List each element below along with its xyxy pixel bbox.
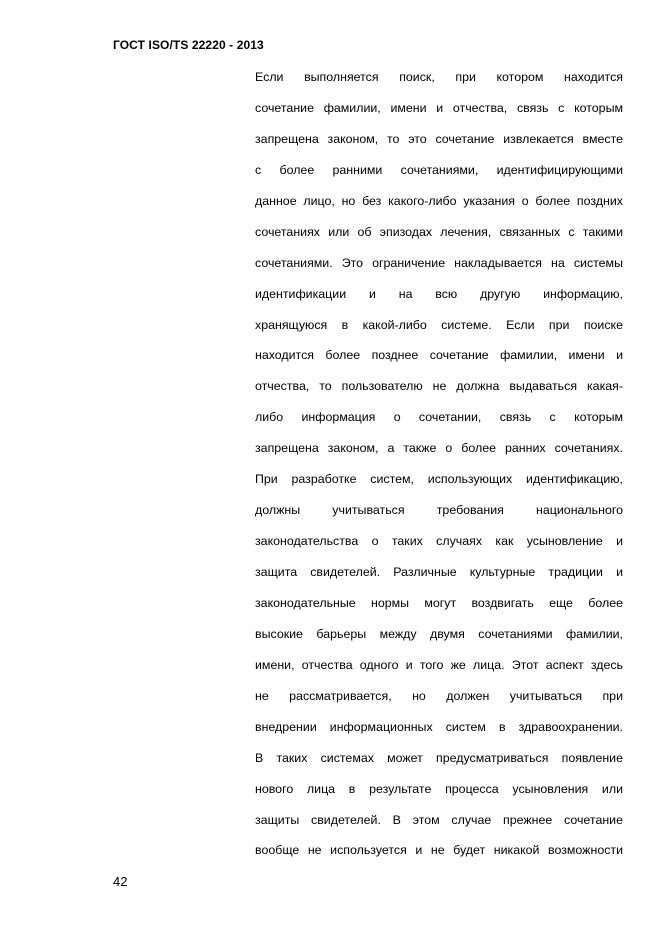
- text-line: законодательные нормы могут воздвигать еще более: [255, 595, 623, 610]
- text-line: не рассматривается, но должен учитываться при: [255, 688, 623, 703]
- text-line: В таких системах может предусматриваться появление: [255, 750, 623, 765]
- text-line: хранящуюся в какой-либо системе. Если при поиске: [255, 317, 623, 332]
- text-line: вообще не используется и не будет никакой возможности: [255, 843, 623, 858]
- text-line: защиты свидетелей. В этом случае прежнее сочетание: [255, 812, 623, 827]
- text-line: законодательства о таких случаях как усыновление и: [255, 534, 623, 549]
- text-line: с более ранними сочетаниями, идентифицирующими: [255, 162, 623, 177]
- text-line: внедрении информационных систем в здравоохранении.: [255, 719, 623, 734]
- text-line: нового лица в результате процесса усыновления или: [255, 781, 623, 796]
- text-line: При разработке систем, использующих идентификацию,: [255, 472, 623, 487]
- text-line: отчества, то пользователю не должна выдаваться какая-: [255, 379, 623, 394]
- text-line: сочетание фамилии, имени и отчества, связь с которым: [255, 100, 623, 115]
- text-line: запрещена законом, а также о более ранних сочетаниях.: [255, 441, 623, 456]
- text-line: высокие барьеры между двумя сочетаниями фамилии,: [255, 626, 623, 641]
- text-line: находится более позднее сочетание фамилии, имени и: [255, 348, 623, 363]
- text-line: идентификации и на всю другую информацию,: [255, 286, 623, 301]
- text-line: либо информация о сочетании, связь с которым: [255, 410, 623, 425]
- text-line: Если выполняется поиск, при котором находится: [255, 70, 623, 84]
- text-line: сочетаниях или об эпизодах лечения, связанных с такими: [255, 224, 623, 239]
- text-line: данное лицо, но без какого-либо указания о более поздних: [255, 193, 623, 208]
- text-line: запрещена законом, то это сочетание извлекается вместе: [255, 131, 623, 146]
- text-line: должны учитываться требования национального: [255, 503, 623, 518]
- body-text: [255, 68, 623, 872]
- text-line: защита свидетелей. Различные культурные традиции и: [255, 565, 623, 579]
- page-number: 42: [113, 874, 128, 889]
- text-line: имени, отчества одного и того же лица. Этот аспект здесь: [255, 657, 623, 672]
- document-header: ГОСТ ISO/TS 22220 - 2013: [113, 38, 264, 52]
- text-line: сочетаниями. Это ограничение накладывается на системы: [255, 255, 623, 270]
